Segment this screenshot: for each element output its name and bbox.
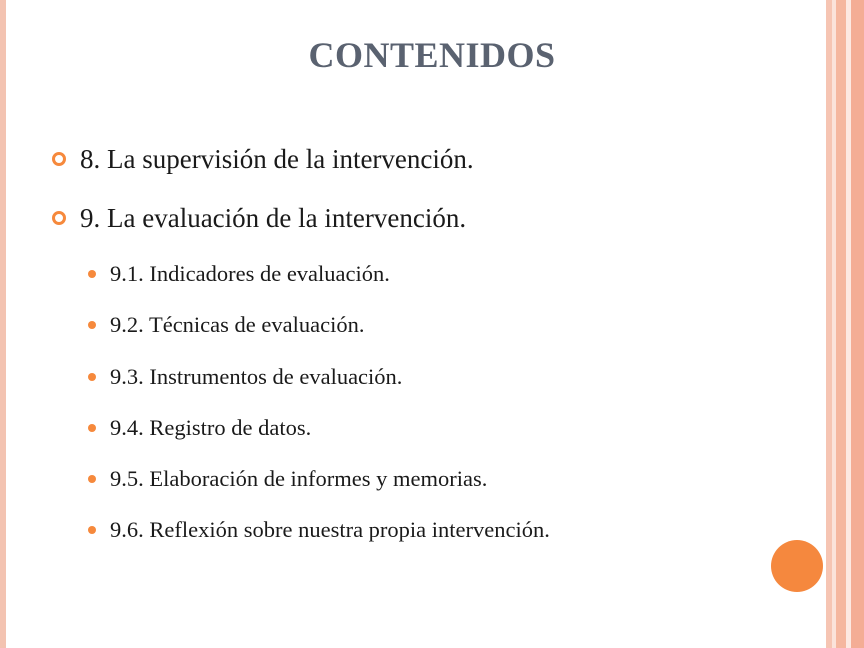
right-stripe — [851, 0, 864, 648]
right-stripe — [836, 0, 846, 648]
sub-list-item-text: 9.2. Técnicas de evaluación. — [110, 312, 365, 337]
sub-list-item — [88, 312, 364, 338]
dot-bullet-icon — [88, 373, 96, 381]
dot-bullet-icon — [88, 321, 96, 329]
sub-list-item — [88, 415, 311, 441]
sub-list-item — [88, 517, 550, 543]
left-border — [0, 0, 6, 648]
sub-list-item-text: 9.3. Instrumentos de evaluación. — [110, 364, 403, 389]
sub-list-item — [88, 261, 390, 287]
dot-bullet-icon — [88, 424, 96, 432]
sub-list-item — [88, 466, 487, 492]
decorative-circle — [771, 540, 823, 592]
dot-bullet-icon — [88, 526, 96, 534]
sub-list-item-text: 9.5. Elaboración de informes y memorias. — [110, 466, 488, 491]
ring-bullet-icon — [52, 211, 66, 225]
dot-bullet-icon — [88, 475, 96, 483]
slide-title: CONTENIDOS — [308, 35, 556, 75]
list-item-text: 8. La supervisión de la intervención. — [80, 144, 474, 174]
list-item — [52, 203, 466, 234]
dot-bullet-icon — [88, 270, 96, 278]
sub-list-item-text: 9.4. Registro de datos. — [110, 415, 312, 440]
sub-list-item-text: 9.6. Reflexión sobre nuestra propia intervención. — [110, 517, 550, 542]
list-item-text: 9. La evaluación de la intervención. — [80, 203, 467, 233]
sub-list-item-text: 9.1. Indicadores de evaluación. — [110, 261, 390, 286]
ring-bullet-icon — [52, 152, 66, 166]
sub-list-item — [88, 364, 402, 390]
list-item — [52, 144, 474, 175]
